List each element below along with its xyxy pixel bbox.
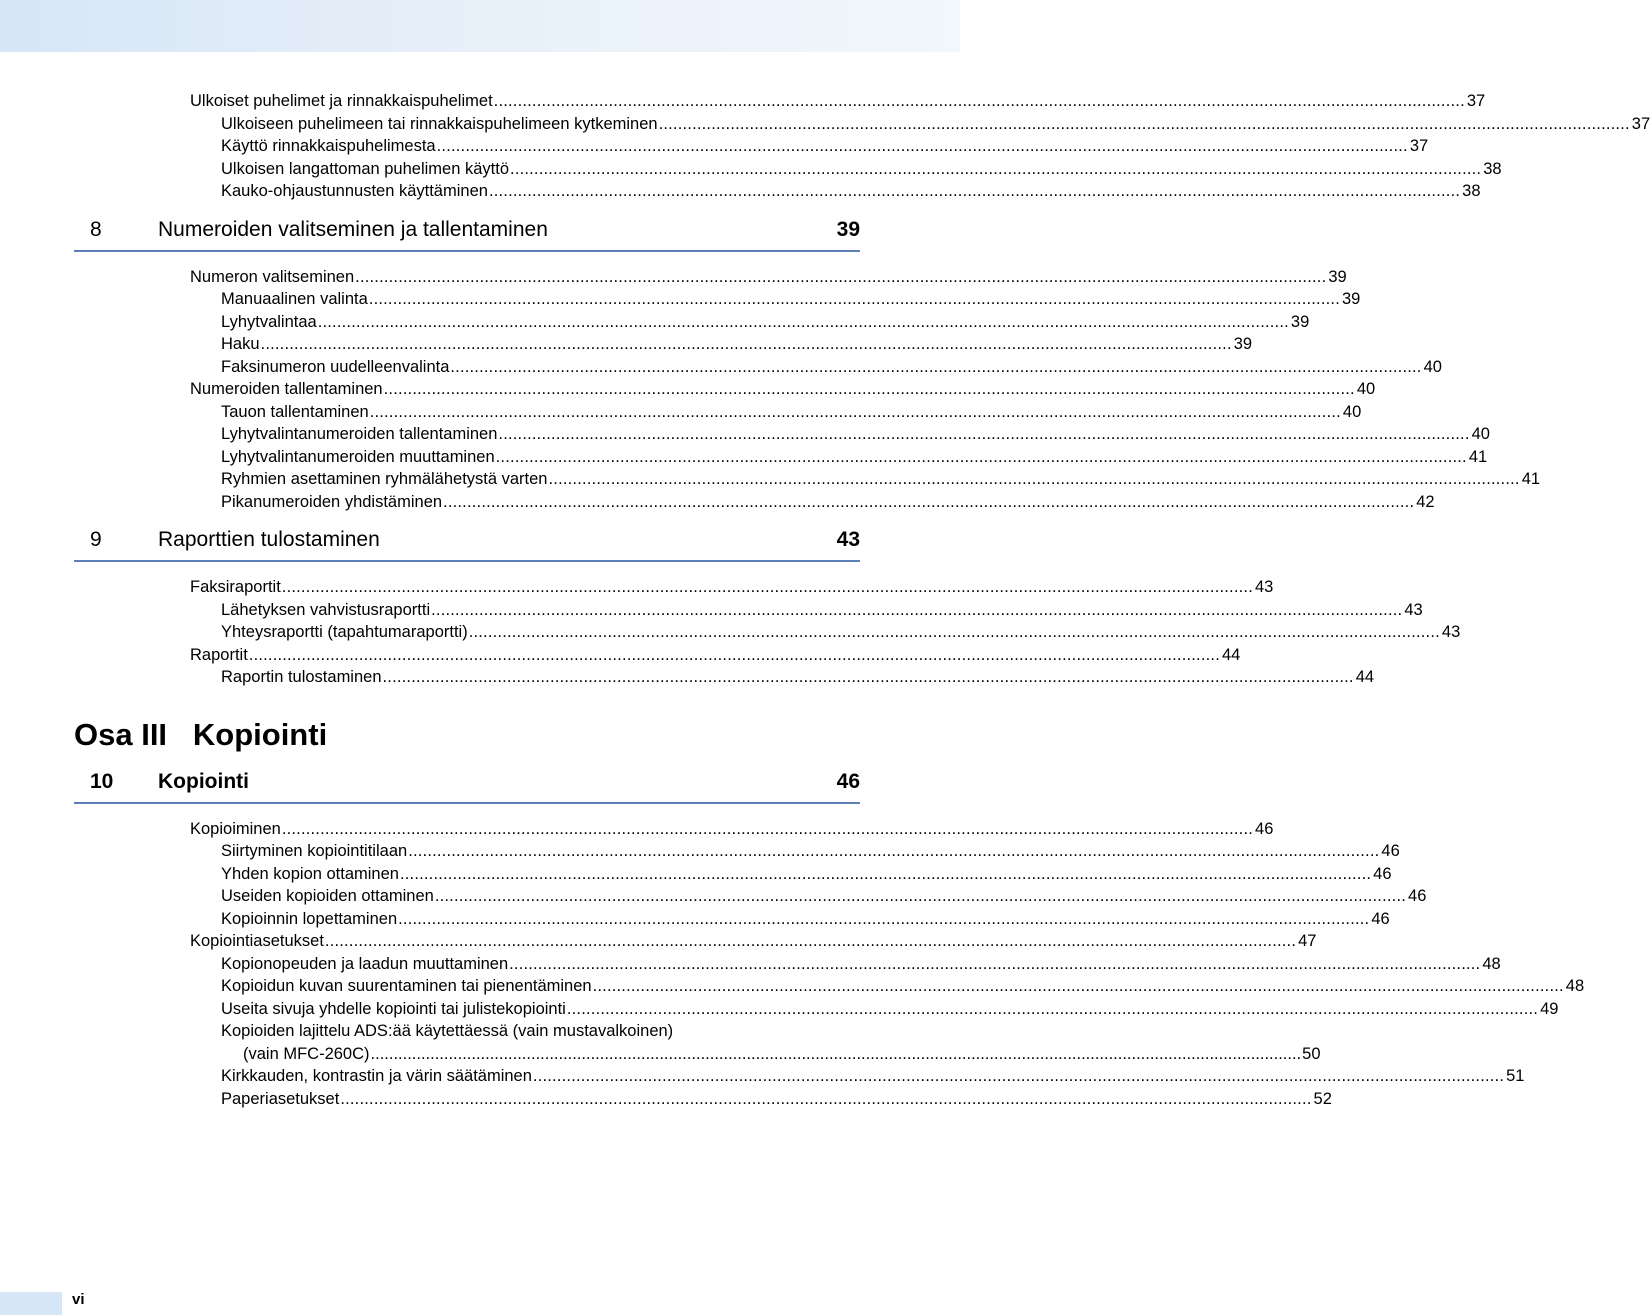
toc-entry-text: Lyhytvalintanumeroiden tallentaminen (221, 425, 498, 443)
page-number: vi (72, 1291, 85, 1308)
leader-dots (496, 446, 1467, 469)
toc-entry-page: 44 (1355, 668, 1375, 686)
leader-dots (469, 621, 1440, 644)
chapter-heading-8[interactable] (74, 216, 860, 252)
chapter-number: 10 (90, 769, 114, 793)
toc-entry-page: 46 (1255, 819, 1274, 838)
leader-dots (489, 180, 1460, 203)
toc-entry-page: 49 (1540, 999, 1559, 1018)
toc-entry[interactable] (74, 333, 1253, 356)
chapter-number: 8 (90, 217, 102, 241)
toc-entry-text: Yhden kopion ottaminen (221, 864, 399, 883)
toc-entry-text: Lyhytvalintaa (221, 312, 317, 331)
toc-entry[interactable] (74, 468, 1541, 491)
toc-entry-page: 41 (1468, 447, 1488, 466)
toc-entry[interactable] (74, 90, 1486, 113)
toc-entry-text: Tauon tallentaminen (221, 402, 369, 421)
toc-entry[interactable] (74, 599, 1423, 622)
toc-entry[interactable] (74, 840, 1400, 863)
leader-dots (384, 378, 1355, 401)
toc-entry-page: 40 (1423, 357, 1442, 376)
toc-entry-page: 46 (1371, 909, 1390, 928)
leader-dots (282, 818, 1253, 841)
toc-entry-page: 39 (1290, 312, 1310, 331)
toc-entry-page: 41 (1521, 470, 1541, 488)
toc-entry-text: Faksiraportit (190, 578, 281, 596)
leader-dots (431, 599, 1402, 622)
toc-entry[interactable] (74, 311, 1310, 334)
toc-entry-text: Pikanumeroiden yhdistäminen (221, 492, 443, 511)
leader-dots (340, 1088, 1311, 1111)
toc-entry-text: Paperiasetukset (221, 1089, 340, 1108)
toc-entry[interactable] (74, 135, 1429, 158)
toc-entry-text: Kopioiminen (190, 819, 281, 838)
leader-dots (509, 953, 1480, 976)
toc-entry-page: 46 (1381, 842, 1400, 860)
toc-entry-page: 39 (1341, 290, 1361, 308)
chapter-page: 43 (836, 528, 860, 551)
leader-dots (443, 491, 1414, 514)
leader-dots (567, 998, 1538, 1021)
toc-entry-text: Raportit (190, 645, 248, 664)
toc-entry-text: Raportin tulostaminen (221, 668, 382, 686)
table-of-contents (74, 90, 1650, 1110)
toc-entry[interactable] (74, 446, 1488, 469)
toc-entry-page: 38 (1462, 182, 1481, 200)
toc-entry[interactable] (74, 576, 1274, 599)
toc-entry-page: 44 (1221, 645, 1241, 664)
toc-entry-page: 43 (1254, 578, 1274, 596)
toc-entry-page: 42 (1416, 492, 1435, 511)
toc-entry-text: Haku (221, 335, 260, 353)
toc-entry[interactable] (74, 644, 1241, 667)
toc-entry-page: 40 (1471, 425, 1490, 443)
toc-entry[interactable] (74, 908, 1390, 931)
leader-dots (370, 401, 1341, 424)
toc-section-chapter-9 (74, 576, 1461, 689)
toc-entry-page: 37 (1631, 114, 1650, 133)
toc-entry-text: Kopioinnin lopettaminen (221, 909, 398, 928)
toc-entry-text: Käyttö rinnakkaispuhelimesta (221, 137, 436, 155)
toc-entry-page: 47 (1298, 932, 1317, 950)
toc-entry[interactable] (74, 1065, 1525, 1088)
leader-dots (318, 311, 1289, 334)
toc-section-chapter-10 (74, 818, 1585, 1021)
toc-entry-page: 40 (1342, 402, 1362, 421)
leader-dots (593, 975, 1564, 998)
toc-entry[interactable] (74, 975, 1585, 998)
toc-entry-page: 39 (1328, 267, 1347, 286)
toc-entry-text: Ulkoiset puhelimet ja rinnakkaispuhelimet (190, 92, 493, 110)
chapter-page: 46 (836, 769, 860, 793)
toc-entry[interactable] (74, 998, 1559, 1021)
toc-entry[interactable] (74, 423, 1490, 446)
toc-entry-wrapped[interactable] (74, 1020, 1321, 1065)
toc-section-chapter-10-tail (74, 1065, 1525, 1110)
toc-entry-page: 52 (1313, 1089, 1332, 1108)
toc-entry-text: Manuaalinen valinta (221, 290, 368, 308)
leader-dots (450, 356, 1421, 379)
toc-entry-text: Faksinumeron uudelleenvalinta (221, 357, 450, 376)
leader-dots (261, 333, 1232, 356)
toc-entry[interactable] (74, 356, 1442, 379)
leader-dots (383, 666, 1354, 689)
toc-entry[interactable] (74, 953, 1501, 976)
toc-entry-page: 37 (1409, 137, 1429, 155)
toc-entry-page: 46 (1373, 864, 1392, 883)
part-title: Osa III Kopiointi (74, 716, 328, 752)
leader-dots (510, 158, 1481, 181)
toc-entry[interactable] (74, 885, 1427, 908)
toc-entry-text: Yhteysraportti (tapahtumaraportti) (221, 623, 468, 641)
footer-band (0, 1292, 62, 1315)
chapter-number: 9 (90, 528, 102, 551)
toc-entry-page: 43 (1441, 623, 1461, 641)
toc-entry-page: 39 (1233, 335, 1253, 353)
leader-dots (249, 644, 1220, 667)
toc-entry-page: 38 (1483, 159, 1502, 178)
toc-entry-text: Ulkoisen langattoman puhelimen käyttö (221, 159, 510, 178)
toc-section-pre (74, 90, 1650, 203)
toc-entry[interactable] (74, 266, 1347, 289)
toc-entry[interactable] (74, 863, 1392, 886)
chapter-title: Kopiointi (158, 769, 249, 793)
toc-entry[interactable] (74, 113, 1650, 136)
toc-entry-text: Useita sivuja yhdelle kopiointi tai julistekopiointi (221, 999, 566, 1018)
toc-entry[interactable] (74, 180, 1481, 203)
leader-dots (355, 266, 1326, 289)
toc-entry-text: Numeroiden tallentaminen (190, 380, 383, 398)
toc-entry-text: Kauko-ohjaustunnusten käyttäminen (221, 182, 488, 200)
chapter-title: Raporttien tulostaminen (158, 528, 380, 551)
leader-dots (398, 908, 1369, 931)
leader-dots (371, 1043, 1302, 1066)
leader-dots (498, 423, 1469, 446)
chapter-heading-10[interactable] (74, 768, 860, 804)
toc-entry[interactable] (74, 288, 1361, 311)
leader-dots (659, 113, 1630, 136)
toc-entry-text: Lyhytvalintanumeroiden muuttaminen (221, 447, 495, 466)
toc-entry[interactable] (74, 818, 1274, 841)
toc-entry[interactable] (74, 378, 1376, 401)
toc-entry[interactable] (74, 158, 1502, 181)
leader-dots (549, 468, 1520, 491)
toc-entry-page: 50 (1302, 1044, 1321, 1063)
toc-entry-page: 40 (1356, 380, 1376, 398)
toc-entry[interactable] (74, 491, 1435, 514)
toc-entry[interactable] (74, 1088, 1332, 1111)
toc-entry-text-line1: Kopioiden lajittelu ADS:ää käytettäessä (vain mustavalkoinen) (221, 1022, 674, 1040)
leader-dots (408, 840, 1379, 863)
chapter-heading-9[interactable] (74, 526, 860, 562)
leader-dots (494, 90, 1465, 113)
toc-entry-text: Ulkoiseen puhelimeen tai rinnakkaispuhelimeen kytkeminen (221, 114, 658, 133)
toc-entry-text: Numeron valitseminen (190, 267, 355, 286)
chapter-title: Numeroiden valitseminen ja tallentaminen (158, 217, 548, 241)
toc-entry-text: Kopioidun kuvan suurentaminen tai pienentäminen (221, 977, 592, 995)
toc-entry-text: Kopiointiasetukset (190, 932, 324, 950)
toc-entry-page: 43 (1404, 600, 1423, 619)
toc-entry-page: 51 (1506, 1067, 1525, 1085)
toc-entry-text: Lähetyksen vahvistusraportti (221, 600, 431, 619)
leader-dots (437, 135, 1408, 158)
toc-entry[interactable] (74, 930, 1317, 953)
leader-dots (400, 863, 1371, 886)
chapter-page: 39 (836, 217, 860, 241)
leader-dots (435, 885, 1406, 908)
toc-entry[interactable] (74, 666, 1375, 689)
toc-entry[interactable] (74, 621, 1461, 644)
toc-entry-page: 37 (1466, 92, 1486, 110)
leader-dots (325, 930, 1296, 953)
toc-entry-text: Siirtyminen kopiointitilaan (221, 842, 408, 860)
toc-section-chapter-8 (74, 266, 1541, 514)
toc-entry-text: Kirkkauden, kontrastin ja värin säätäminen (221, 1067, 532, 1085)
leader-dots (533, 1065, 1504, 1088)
leader-dots (282, 576, 1253, 599)
toc-entry-text-line2: (vain MFC-260C) (243, 1044, 370, 1063)
toc-entry-text: Kopionopeuden ja laadun muuttaminen (221, 954, 509, 973)
toc-entry-page: 48 (1565, 977, 1585, 995)
toc-entry-text: Useiden kopioiden ottaminen (221, 887, 434, 905)
toc-entry-page: 46 (1408, 887, 1427, 905)
toc-entry-text: Ryhmien asettaminen ryhmälähetystä varten (221, 470, 548, 488)
leader-dots (369, 288, 1340, 311)
toc-entry-page: 48 (1482, 954, 1501, 973)
header-band (0, 0, 960, 52)
toc-entry[interactable] (74, 401, 1362, 424)
